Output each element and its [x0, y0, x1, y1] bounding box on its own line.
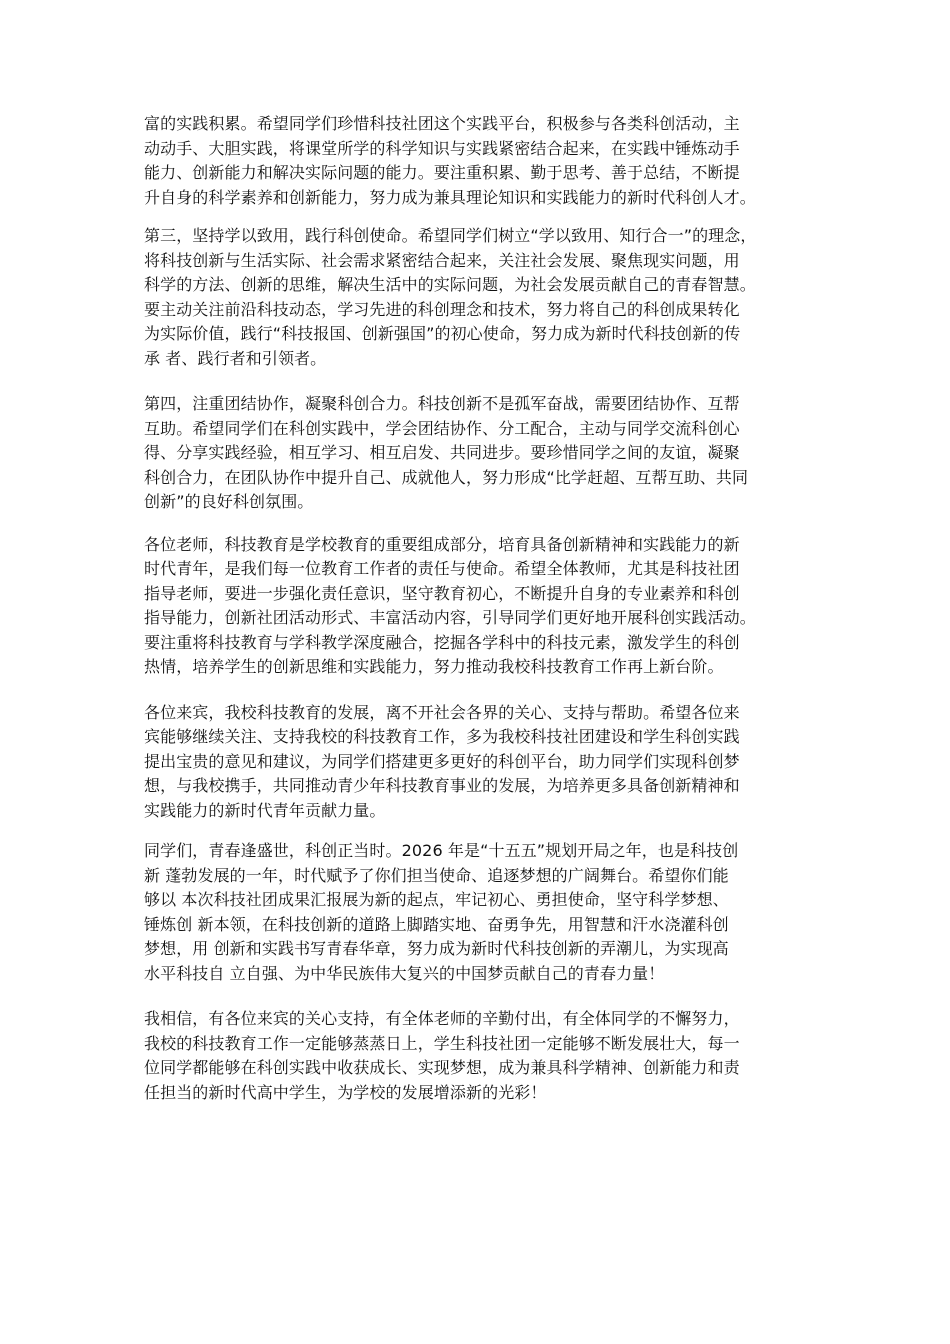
- paragraph-students: [144, 839, 824, 986]
- paragraph-third: [144, 224, 824, 371]
- text-line: 将科技创新与生活实际、社会需求紧密结合起来，关注社会发展、聚焦现实问题，用: [144, 250, 740, 270]
- text-line: 科创合力，在团队协作中提升自己、成就他人，努力形成“比学赶超、互帮互助、共同: [144, 467, 749, 487]
- paragraph-fourth: [144, 392, 824, 515]
- text-line: 时代青年，是我们每一位教育工作者的责任与使命。希望全体教师，尤其是科技社团: [144, 559, 740, 578]
- text-line: 动动手、大胆实践，将课堂所学的科学知识与实践紧密结合起来，在实践中锤炼动手: [144, 138, 740, 158]
- text-line: 位同学都能够在科创实践中收获成长、实现梦想，成为兼具科学精神、创新能力和责: [144, 1058, 740, 1077]
- text-line: 梦想，用 创新和实践书写青春华章，努力成为新时代科技创新的弄潮儿，为实现高: [144, 939, 729, 958]
- paragraph-practice: [144, 112, 824, 210]
- text-line: 指导老师，要进一步强化责任意识，坚守教育初心，不断提升自身的专业素养和科创: [144, 583, 740, 603]
- paragraph-guests: [144, 701, 824, 824]
- text-line: 创新”的良好科创氛围。: [144, 492, 314, 511]
- paragraph-closing: [144, 1007, 824, 1105]
- text-line: 各位老师，科技教育是学校教育的重要组成部分，培育具备创新精神和实践能力的新: [144, 534, 740, 554]
- text-line: 各位来宾，我校科技教育的发展，离不开社会各界的关心、支持与帮助。希望各位来: [144, 702, 740, 722]
- text-line: 同学们，青春逢盛世，科创正当时。2026 年是“十五五”规划开局之年，也是科技创: [144, 841, 739, 860]
- text-line: 指导能力，创新社团活动形式、丰富活动内容，引导同学们更好地开展科创实践活动。: [144, 608, 756, 627]
- text-line: 想，与我校携手，共同推动青少年科技教育事业的发展，为培养更多具备创新精神和: [144, 776, 740, 795]
- text-line: 能力、创新能力和解决实际问题的能力。要注重积累、勤于思考、善于总结，不断提: [144, 163, 740, 182]
- text-line: 为实际价值，践行“科技报国、创新强国”的初心使命，努力成为新时代科技创新的传: [144, 324, 741, 343]
- text-line: 互助。希望同学们在科创实践中，学会团结协作、分工配合，主动与同学交流科创心: [144, 418, 740, 438]
- text-line: 够以 本次科技社团成果汇报展为新的起点，牢记初心、勇担使命，坚守科学梦想、: [144, 890, 729, 909]
- document-page: [144, 112, 824, 1125]
- text-line: 要注重将科技教育与学科教学深度融合，挖掘各学科中的科技元素，激发学生的科创: [144, 632, 740, 652]
- text-line: 第四，注重团结协作，凝聚科创合力。科技创新不是孤军奋战，需要团结协作、互帮: [144, 394, 740, 413]
- text-line: 承 者、践行者和引领者。: [144, 348, 327, 368]
- text-line: 热情，培养学生的创新思维和实践能力，努力推动我校科技教育工作再上新台阶。: [144, 657, 724, 676]
- text-line: 宾能够继续关注、支持我校的科技教育工作，多为我校科技社团建设和学生科创实践: [144, 727, 740, 746]
- text-line: 我相信，有各位来宾的关心支持，有全体老师的辛勤付出，有全体同学的不懈努力，: [144, 1009, 740, 1028]
- text-line: 任担当的新时代高中学生，为学校的发展增添新的光彩！: [144, 1082, 547, 1102]
- text-line: 新 蓬勃发展的一年，时代赋予了你们担当使命、追逐梦想的广阔舞台。希望你们能: [144, 865, 729, 885]
- paragraph-teachers: [144, 533, 824, 680]
- text-line: 实践能力的新时代青年贡献力量。: [144, 800, 386, 820]
- text-line: 要主动关注前沿科技动态，学习先进的科创理念和技术，努力将自己的科创成果转化: [144, 299, 740, 319]
- text-line: 科学的方法、创新的思维，解决生活中的实际问题，为社会发展贡献自己的青春智慧。: [144, 275, 756, 294]
- text-line: 第三，坚持学以致用，践行科创使命。希望同学们树立“学以致用、知行合一”的理念，: [144, 226, 757, 245]
- text-line: 提出宝贵的意见和建议，为同学们搭建更多更好的科创平台，助力同学们实现科创梦: [144, 751, 740, 771]
- text-line: 锤炼创 新本领，在科技创新的道路上脚踏实地、奋勇争先，用智慧和汗水浇灌科创: [144, 914, 729, 934]
- text-line: 得、分享实践经验，相互学习、相互启发、共同进步。要珍惜同学之间的友谊，凝聚: [144, 443, 740, 462]
- text-line: 升自身的科学素养和创新能力，努力成为兼具理论知识和实践能力的新时代科创人才。: [144, 187, 756, 207]
- text-line: 水平科技自 立自强、为中华民族伟大复兴的中国梦贡献自己的青春力量！: [144, 963, 665, 983]
- text-line: 我校的科技教育工作一定能够蒸蒸日上，学生科技社团一定能够不断发展壮大，每一: [144, 1033, 740, 1053]
- text-line: 富的实践积累。希望同学们珍惜科技社团这个实践平台，积极参与各类科创活动，主: [144, 114, 740, 133]
